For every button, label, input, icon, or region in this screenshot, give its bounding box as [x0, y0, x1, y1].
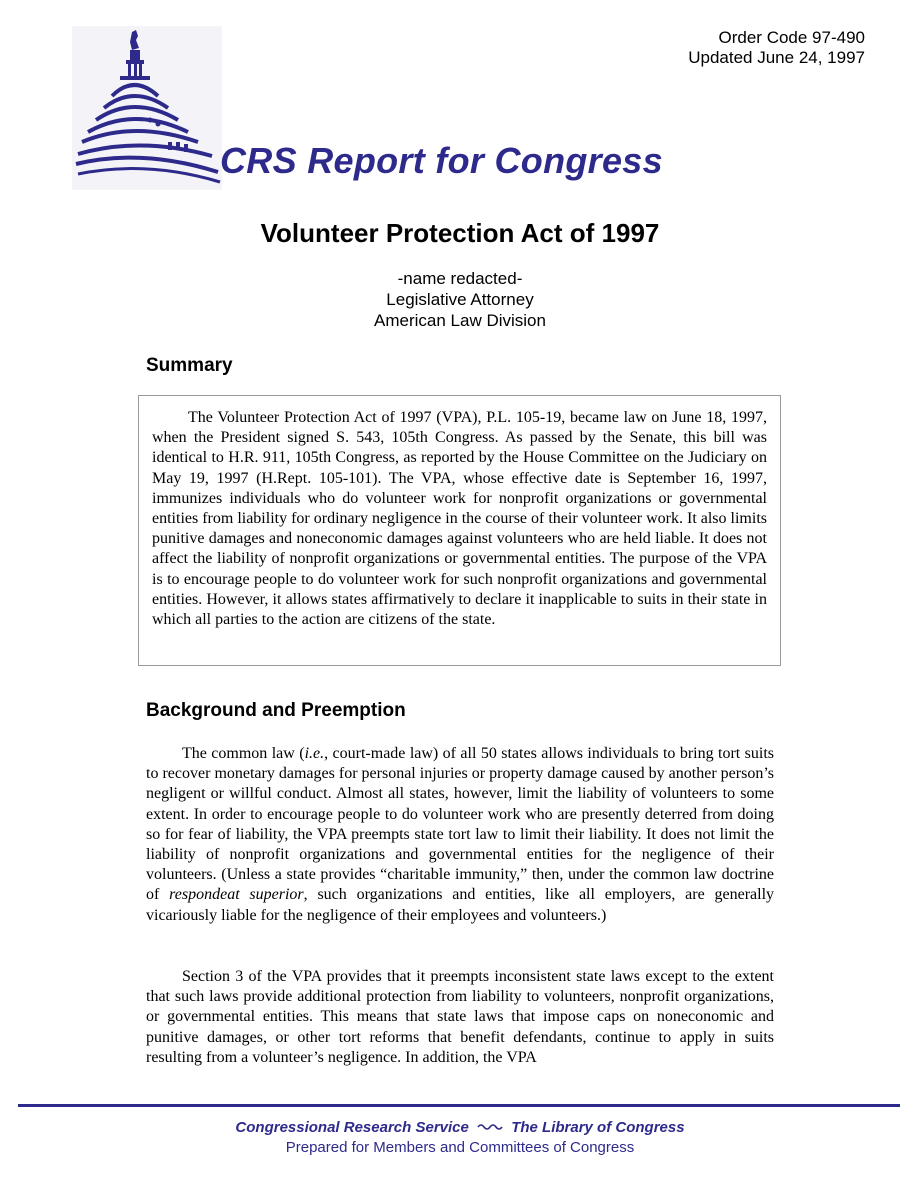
summary-text: The Volunteer Protection Act of 1997 (VPA), P.L. 105-19, became law on June 18, 1997, when the President signed S. 543, 105th Congress. As passed by the Senate, this bill was identical to H.R. 911, 105th Congress, as reported by the House Committee on the Judiciary on May 19, 1997 (H.Rept. 105-101). The VPA, whose effective date is September 16, 1997, immunizes individuals who do volunteer work for nonprofit organizations or governmental entities from liability for ordinary negligence in the course of their volunteer work. It also limits punitive damages and noneconomic damages against volunteers who are held liable. It does not affect the liability of nonprofit organizations or governmental entities. The purpose of the VPA is to encourage people to do volunteer work for such nonprofit organizations and governmental entities. However, it allows states affirmatively to declare it inapplicable to suits in their state in which all parties to the action are citizens of the state.	[152, 409, 767, 629]
text-run: , court-made law) of all 50 states allows individuals to bring tort suits to recover monetary damages for personal injuries or property damage caused by another person’s negligent or willful conduct. Almost all states, however, limit the liability of volunteers to some extent. In order to encourage people to do volunteer work who are presently deterred from doing so for fear of liability, the VPA preempts state tort law to limit their liability. It does not limit the liability of nonprofit organizations and governmental entities for the negligence of their volunteers. (Unless a state provides “charitable immunity,” then, under the common law doctrine of	[146, 745, 775, 904]
capitol-dome-logo	[72, 26, 222, 190]
background-paragraph-2	[146, 967, 774, 1068]
background-heading: Background and Preemption	[146, 700, 406, 721]
footer-line-1	[0, 1119, 920, 1136]
footer-loc: The Library of Congress	[511, 1119, 685, 1136]
text-run: , such organizations and entities, like all employers, are generally vicariously liable for the negligence of their employees and volunteers.)	[146, 886, 775, 924]
background-paragraph-1	[146, 744, 774, 926]
order-code: Order Code 97-490	[718, 28, 865, 47]
text-run: The common law (	[182, 745, 305, 762]
order-info	[688, 28, 865, 68]
footer-crs: Congressional Research Service	[235, 1119, 469, 1136]
paragraph	[146, 744, 774, 926]
ornament-icon	[477, 1119, 503, 1136]
document-title: Volunteer Protection Act of 1997	[260, 218, 660, 248]
italic-ie: i.e.	[304, 745, 325, 762]
author-block	[0, 268, 920, 331]
capitol-dome-icon	[72, 26, 222, 190]
paragraph: Section 3 of the VPA provides that it preempts inconsistent state laws except to the extent that such laws provide additional protection from liability to volunteers, nonprofit organizations, or governmental entities. This means that state laws that impose caps on noneconomic and punitive damages, or other tort reforms that benefit defendants, continue to apply in suits resulting from a volunteer’s negligence. In addition, the VPA	[146, 968, 774, 1066]
author-division: American Law Division	[374, 311, 546, 330]
author-name: -name redacted-	[397, 269, 523, 288]
updated-date: Updated June 24, 1997	[688, 48, 865, 67]
summary-box	[138, 395, 781, 666]
report-title: CRS Report for Congress	[220, 140, 663, 181]
footer-rule	[18, 1104, 900, 1107]
italic-respondeat-superior: respondeat superior	[169, 886, 304, 904]
footer-line-2: Prepared for Members and Committees of Congress	[285, 1139, 635, 1156]
author-position: Legislative Attorney	[386, 290, 534, 309]
summary-heading: Summary	[146, 355, 233, 376]
